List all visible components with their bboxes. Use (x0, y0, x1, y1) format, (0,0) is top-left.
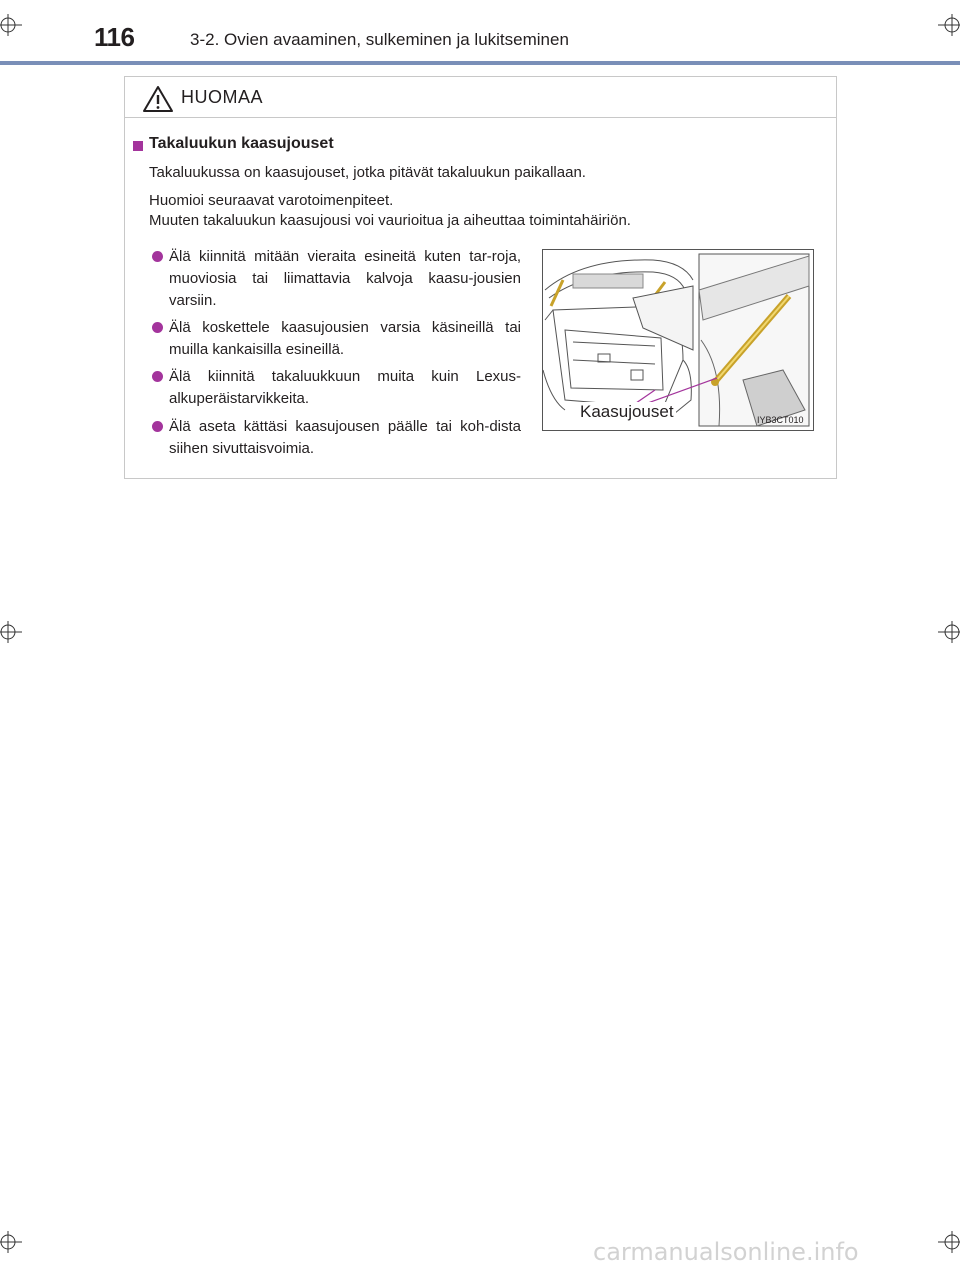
section-title: 3-2. Ovien avaaminen, sulkeminen ja lukitseminen (190, 30, 569, 49)
bullet-dot-icon (152, 251, 163, 262)
warning-triangle-icon (142, 85, 174, 113)
crop-mark-bottom-left (0, 1231, 22, 1253)
intro-line: Huomioi seuraavat varotoimenpiteet. (149, 192, 394, 209)
figure-caption: Kaasujouset (580, 402, 674, 421)
bullet-text: Älä kiinnitä takaluukkuun muita kuin Lexus-alkuperäistarvikkeita. (169, 368, 521, 407)
page-number: 116 (94, 22, 135, 52)
bullet-text: Älä aseta kättäsi kaasujousen päälle tai koh-dista siihen sivuttaisvoimia. (169, 418, 521, 457)
watermark: carmanualsonline.info (593, 1238, 859, 1266)
square-bullet-icon (133, 141, 143, 151)
notice-header (125, 77, 836, 118)
crop-mark-bottom-right (938, 1231, 960, 1253)
bullet-text: Älä koskettele kaasujousien varsia käsineillä tai muilla kankaisilla esineillä. (169, 319, 521, 358)
intro-line: Takaluukussa on kaasujouset, jotka pitävät takaluukun paikallaan. (149, 164, 586, 181)
crop-mark-mid-right (938, 621, 960, 643)
bullet-dot-icon (152, 371, 163, 382)
crop-mark-top-left (0, 14, 22, 36)
crop-mark-mid-left (0, 621, 22, 643)
figure-code: IYB3CT010 (757, 415, 804, 425)
bullet-text: Älä kiinnitä mitään vieraita esineitä kuten tar-roja, muoviosia tai liimattavia kalvoja kaasu-jousien varsiin. (169, 248, 521, 309)
bullet-dot-icon (152, 322, 163, 333)
intro-line: Muuten takaluukun kaasujousi voi vaurioitua ja aiheuttaa toimintahäiriön. (149, 212, 631, 229)
notice-box (124, 76, 837, 479)
header-rule (0, 61, 960, 65)
subsection-title: Takaluukun kaasujouset (149, 135, 334, 152)
crop-mark-top-right (938, 14, 960, 36)
notice-label: HUOMAA (181, 87, 264, 107)
bullet-dot-icon (152, 421, 163, 432)
